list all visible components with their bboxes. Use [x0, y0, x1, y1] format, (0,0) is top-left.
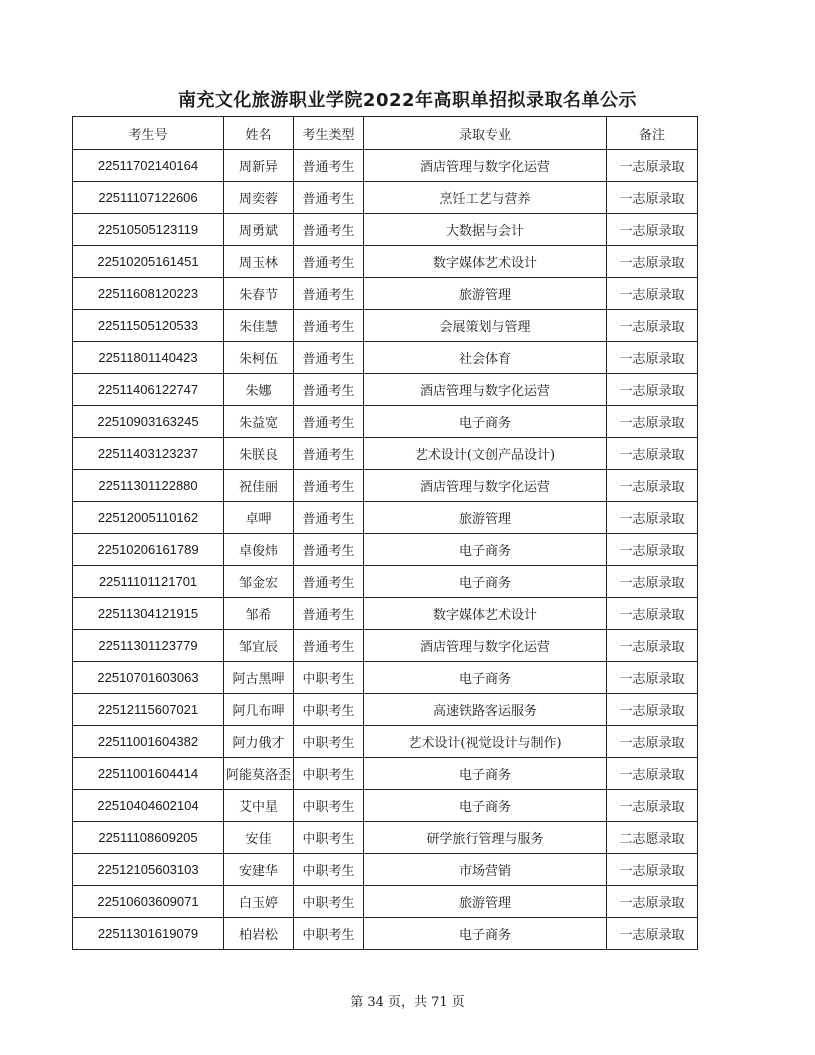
major-cell: 艺术设计(视觉设计与制作)	[364, 726, 607, 758]
exam-number-cell: 22511403123237	[73, 438, 224, 470]
exam-number-cell: 22511505120533	[73, 310, 224, 342]
table-row	[73, 182, 698, 214]
table-row	[73, 918, 698, 950]
major-cell: 旅游管理	[364, 502, 607, 534]
major-cell: 酒店管理与数字化运营	[364, 150, 607, 182]
candidate-type-cell: 普通考生	[294, 534, 364, 566]
name-cell: 朱春节	[224, 278, 294, 310]
table-row	[73, 790, 698, 822]
exam-number-cell: 22511108609205	[73, 822, 224, 854]
exam-number-cell: 22510505123119	[73, 214, 224, 246]
table-row	[73, 214, 698, 246]
exam-number-cell: 22511301619079	[73, 918, 224, 950]
major-cell: 大数据与会计	[364, 214, 607, 246]
name-cell: 安佳	[224, 822, 294, 854]
candidate-type-cell: 普通考生	[294, 598, 364, 630]
remark-cell: 一志原录取	[607, 566, 698, 598]
header-exam-number: 考生号	[73, 117, 224, 150]
candidate-type-cell: 普通考生	[294, 182, 364, 214]
name-cell: 周勇斌	[224, 214, 294, 246]
remark-cell: 一志原录取	[607, 310, 698, 342]
candidate-type-cell: 普通考生	[294, 342, 364, 374]
remark-cell: 一志原录取	[607, 246, 698, 278]
candidate-type-cell: 中职考生	[294, 854, 364, 886]
table-row	[73, 822, 698, 854]
remark-cell: 一志原录取	[607, 758, 698, 790]
major-cell: 电子商务	[364, 662, 607, 694]
exam-number-cell: 22511001604414	[73, 758, 224, 790]
name-cell: 周玉林	[224, 246, 294, 278]
admission-table	[72, 116, 698, 950]
major-cell: 电子商务	[364, 918, 607, 950]
major-cell: 艺术设计(文创产品设计)	[364, 438, 607, 470]
major-cell: 高速铁路客运服务	[364, 694, 607, 726]
candidate-type-cell: 中职考生	[294, 694, 364, 726]
candidate-type-cell: 中职考生	[294, 886, 364, 918]
header-candidate-type: 考生类型	[294, 117, 364, 150]
table-row	[73, 854, 698, 886]
table-row	[73, 246, 698, 278]
major-cell: 市场营销	[364, 854, 607, 886]
name-cell: 周奕蓉	[224, 182, 294, 214]
remark-cell: 二志愿录取	[607, 822, 698, 854]
exam-number-cell: 22511001604382	[73, 726, 224, 758]
table-row	[73, 758, 698, 790]
remark-cell: 一志原录取	[607, 374, 698, 406]
major-cell: 酒店管理与数字化运营	[364, 470, 607, 502]
major-cell: 研学旅行管理与服务	[364, 822, 607, 854]
candidate-type-cell: 普通考生	[294, 150, 364, 182]
page-title: 南充文化旅游职业学院2022年高职单招拟录取名单公示	[177, 90, 638, 111]
table-row	[73, 886, 698, 918]
exam-number-cell: 22512115607021	[73, 694, 224, 726]
table-row	[73, 694, 698, 726]
candidate-type-cell: 普通考生	[294, 214, 364, 246]
name-cell: 安建华	[224, 854, 294, 886]
exam-number-cell: 22510206161789	[73, 534, 224, 566]
remark-cell: 一志原录取	[607, 662, 698, 694]
table-row	[73, 342, 698, 374]
name-cell: 阿能莫洛歪	[224, 758, 294, 790]
remark-cell: 一志原录取	[607, 470, 698, 502]
name-cell: 朱柯伍	[224, 342, 294, 374]
table-header-row	[73, 117, 698, 150]
candidate-type-cell: 普通考生	[294, 470, 364, 502]
page-footer: 第 34 页，共 71 页	[350, 995, 465, 1010]
name-cell: 阿古黑呷	[224, 662, 294, 694]
remark-cell: 一志原录取	[607, 918, 698, 950]
name-cell: 朱益宽	[224, 406, 294, 438]
exam-number-cell: 22511301123779	[73, 630, 224, 662]
candidate-type-cell: 普通考生	[294, 278, 364, 310]
exam-number-cell: 22510404602104	[73, 790, 224, 822]
major-cell: 电子商务	[364, 758, 607, 790]
candidate-type-cell: 中职考生	[294, 662, 364, 694]
candidate-type-cell: 中职考生	[294, 918, 364, 950]
name-cell: 白玉婷	[224, 886, 294, 918]
name-cell: 邹金宏	[224, 566, 294, 598]
candidate-type-cell: 中职考生	[294, 726, 364, 758]
major-cell: 旅游管理	[364, 278, 607, 310]
exam-number-cell: 22511406122747	[73, 374, 224, 406]
candidate-type-cell: 中职考生	[294, 758, 364, 790]
remark-cell: 一志原录取	[607, 214, 698, 246]
candidate-type-cell: 普通考生	[294, 566, 364, 598]
major-cell: 旅游管理	[364, 886, 607, 918]
remark-cell: 一志原录取	[607, 438, 698, 470]
exam-number-cell: 22510603609071	[73, 886, 224, 918]
remark-cell: 一志原录取	[607, 694, 698, 726]
name-cell: 柏岩松	[224, 918, 294, 950]
exam-number-cell: 22511304121915	[73, 598, 224, 630]
exam-number-cell: 22511702140164	[73, 150, 224, 182]
name-cell: 朱佳慧	[224, 310, 294, 342]
remark-cell: 一志原录取	[607, 182, 698, 214]
candidate-type-cell: 普通考生	[294, 406, 364, 438]
major-cell: 酒店管理与数字化运营	[364, 630, 607, 662]
remark-cell: 一志原录取	[607, 150, 698, 182]
name-cell: 艾中星	[224, 790, 294, 822]
table-row	[73, 278, 698, 310]
exam-number-cell: 22511101121701	[73, 566, 224, 598]
table-row	[73, 566, 698, 598]
exam-number-cell: 22512005110162	[73, 502, 224, 534]
major-cell: 电子商务	[364, 790, 607, 822]
exam-number-cell: 22510903163245	[73, 406, 224, 438]
remark-cell: 一志原录取	[607, 790, 698, 822]
name-cell: 邹宜辰	[224, 630, 294, 662]
table-row	[73, 534, 698, 566]
candidate-type-cell: 普通考生	[294, 630, 364, 662]
remark-cell: 一志原录取	[607, 534, 698, 566]
major-cell: 酒店管理与数字化运营	[364, 374, 607, 406]
header-major: 录取专业	[364, 117, 607, 150]
exam-number-cell: 22510701603063	[73, 662, 224, 694]
remark-cell: 一志原录取	[607, 342, 698, 374]
table-row	[73, 726, 698, 758]
major-cell: 电子商务	[364, 534, 607, 566]
name-cell: 阿几布呷	[224, 694, 294, 726]
candidate-type-cell: 普通考生	[294, 502, 364, 534]
remark-cell: 一志原录取	[607, 278, 698, 310]
table-row	[73, 470, 698, 502]
header-name: 姓名	[224, 117, 294, 150]
table-row	[73, 406, 698, 438]
candidate-type-cell: 普通考生	[294, 374, 364, 406]
remark-cell: 一志原录取	[607, 502, 698, 534]
candidate-type-cell: 普通考生	[294, 438, 364, 470]
major-cell: 数字媒体艺术设计	[364, 246, 607, 278]
candidate-type-cell: 普通考生	[294, 246, 364, 278]
major-cell: 电子商务	[364, 566, 607, 598]
header-remark: 备注	[607, 117, 698, 150]
major-cell: 电子商务	[364, 406, 607, 438]
exam-number-cell: 22510205161451	[73, 246, 224, 278]
candidate-type-cell: 普通考生	[294, 310, 364, 342]
table-row	[73, 502, 698, 534]
remark-cell: 一志原录取	[607, 598, 698, 630]
name-cell: 卓呷	[224, 502, 294, 534]
name-cell: 祝佳丽	[224, 470, 294, 502]
table-body	[73, 150, 698, 950]
exam-number-cell: 22511801140423	[73, 342, 224, 374]
table-row	[73, 438, 698, 470]
remark-cell: 一志原录取	[607, 406, 698, 438]
exam-number-cell: 22512105603103	[73, 854, 224, 886]
candidate-type-cell: 中职考生	[294, 822, 364, 854]
table-row	[73, 598, 698, 630]
table-row	[73, 662, 698, 694]
exam-number-cell: 22511301122880	[73, 470, 224, 502]
name-cell: 朱娜	[224, 374, 294, 406]
major-cell: 烹饪工艺与营养	[364, 182, 607, 214]
exam-number-cell: 22511608120223	[73, 278, 224, 310]
name-cell: 邹希	[224, 598, 294, 630]
table-row	[73, 374, 698, 406]
table-row	[73, 150, 698, 182]
table-row	[73, 310, 698, 342]
exam-number-cell: 22511107122606	[73, 182, 224, 214]
remark-cell: 一志原录取	[607, 854, 698, 886]
name-cell: 朱朕良	[224, 438, 294, 470]
name-cell: 卓俊炜	[224, 534, 294, 566]
name-cell: 阿力俄才	[224, 726, 294, 758]
remark-cell: 一志原录取	[607, 726, 698, 758]
major-cell: 会展策划与管理	[364, 310, 607, 342]
major-cell: 社会体育	[364, 342, 607, 374]
name-cell: 周新异	[224, 150, 294, 182]
remark-cell: 一志原录取	[607, 630, 698, 662]
remark-cell: 一志原录取	[607, 886, 698, 918]
table-row	[73, 630, 698, 662]
major-cell: 数字媒体艺术设计	[364, 598, 607, 630]
candidate-type-cell: 中职考生	[294, 790, 364, 822]
